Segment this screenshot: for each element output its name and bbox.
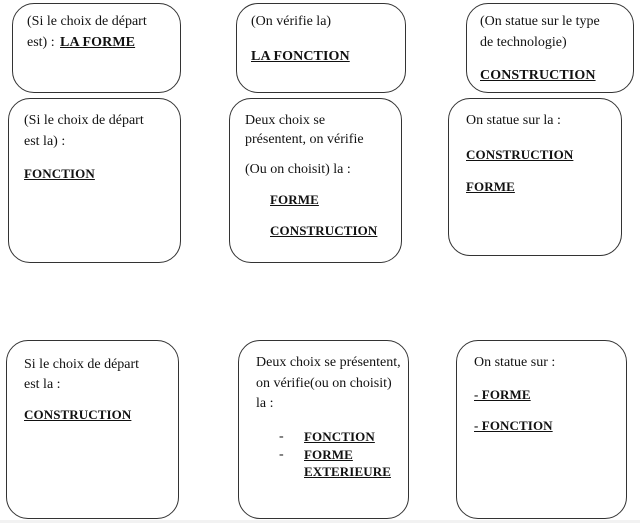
box-emphasis-forme: FORME bbox=[466, 179, 515, 194]
box-text-line: Si le choix de départ bbox=[24, 357, 140, 372]
box-emphasis-forme: FORME bbox=[270, 192, 319, 207]
box-text-line: la : bbox=[256, 396, 274, 411]
box-decide-construction-forme bbox=[448, 98, 622, 256]
box-text-line: (On vérifie la) bbox=[251, 14, 332, 29]
box-text-line: présentent, on vérifie bbox=[245, 132, 364, 147]
box-two-choices-fonction-forme bbox=[238, 340, 409, 519]
box-text-line: (Si le choix de départ bbox=[27, 14, 147, 29]
box-emphasis-forme: - FORME bbox=[474, 387, 531, 402]
box-emphasis-forme: LA FORME bbox=[60, 35, 136, 50]
box-text-line: on vérifie(ou on choisit) bbox=[256, 376, 392, 391]
box-emphasis-construction: CONSTRUCTION bbox=[270, 223, 378, 238]
box-verify-fonction bbox=[236, 3, 406, 93]
box-text-line: On statue sur la : bbox=[466, 113, 561, 128]
box-text-line: On statue sur : bbox=[474, 355, 556, 370]
box-decide-forme-fonction bbox=[456, 340, 627, 519]
box-emphasis-forme: FORME bbox=[304, 447, 353, 462]
box-text-line: Deux choix se bbox=[245, 113, 326, 128]
box-start-fonction bbox=[8, 98, 181, 263]
bullet-dash: - bbox=[279, 447, 284, 462]
box-emphasis-fonction: FONCTION bbox=[304, 429, 375, 444]
box-text-line: (On statue sur le type bbox=[480, 14, 600, 29]
box-emphasis-exterieure: EXTERIEURE bbox=[304, 464, 391, 479]
box-two-choices-forme-construction bbox=[229, 98, 402, 263]
box-text-line: est) : bbox=[27, 35, 59, 50]
box-emphasis-fonction: LA FONCTION bbox=[251, 49, 350, 64]
bullet-dash: - bbox=[279, 429, 284, 444]
box-emphasis-construction: CONSTRUCTION bbox=[480, 68, 596, 83]
box-text-line: (Ou on choisit) la : bbox=[245, 162, 351, 177]
box-emphasis-construction: CONSTRUCTION bbox=[466, 147, 574, 162]
box-emphasis-construction: CONSTRUCTION bbox=[24, 407, 132, 422]
box-decide-construction bbox=[466, 3, 634, 93]
box-text-line: est la : bbox=[24, 377, 61, 392]
box-text-line: (Si le choix de départ bbox=[24, 113, 144, 128]
box-emphasis-fonction: FONCTION bbox=[24, 166, 95, 181]
box-start-construction bbox=[6, 340, 179, 519]
box-emphasis-fonction: - FONCTION bbox=[474, 418, 553, 433]
box-text-line: est la) : bbox=[24, 134, 66, 149]
box-text-line: Deux choix se présentent, bbox=[256, 355, 401, 370]
box-start-forme bbox=[12, 3, 181, 93]
box-text-line: de technologie) bbox=[480, 35, 567, 50]
